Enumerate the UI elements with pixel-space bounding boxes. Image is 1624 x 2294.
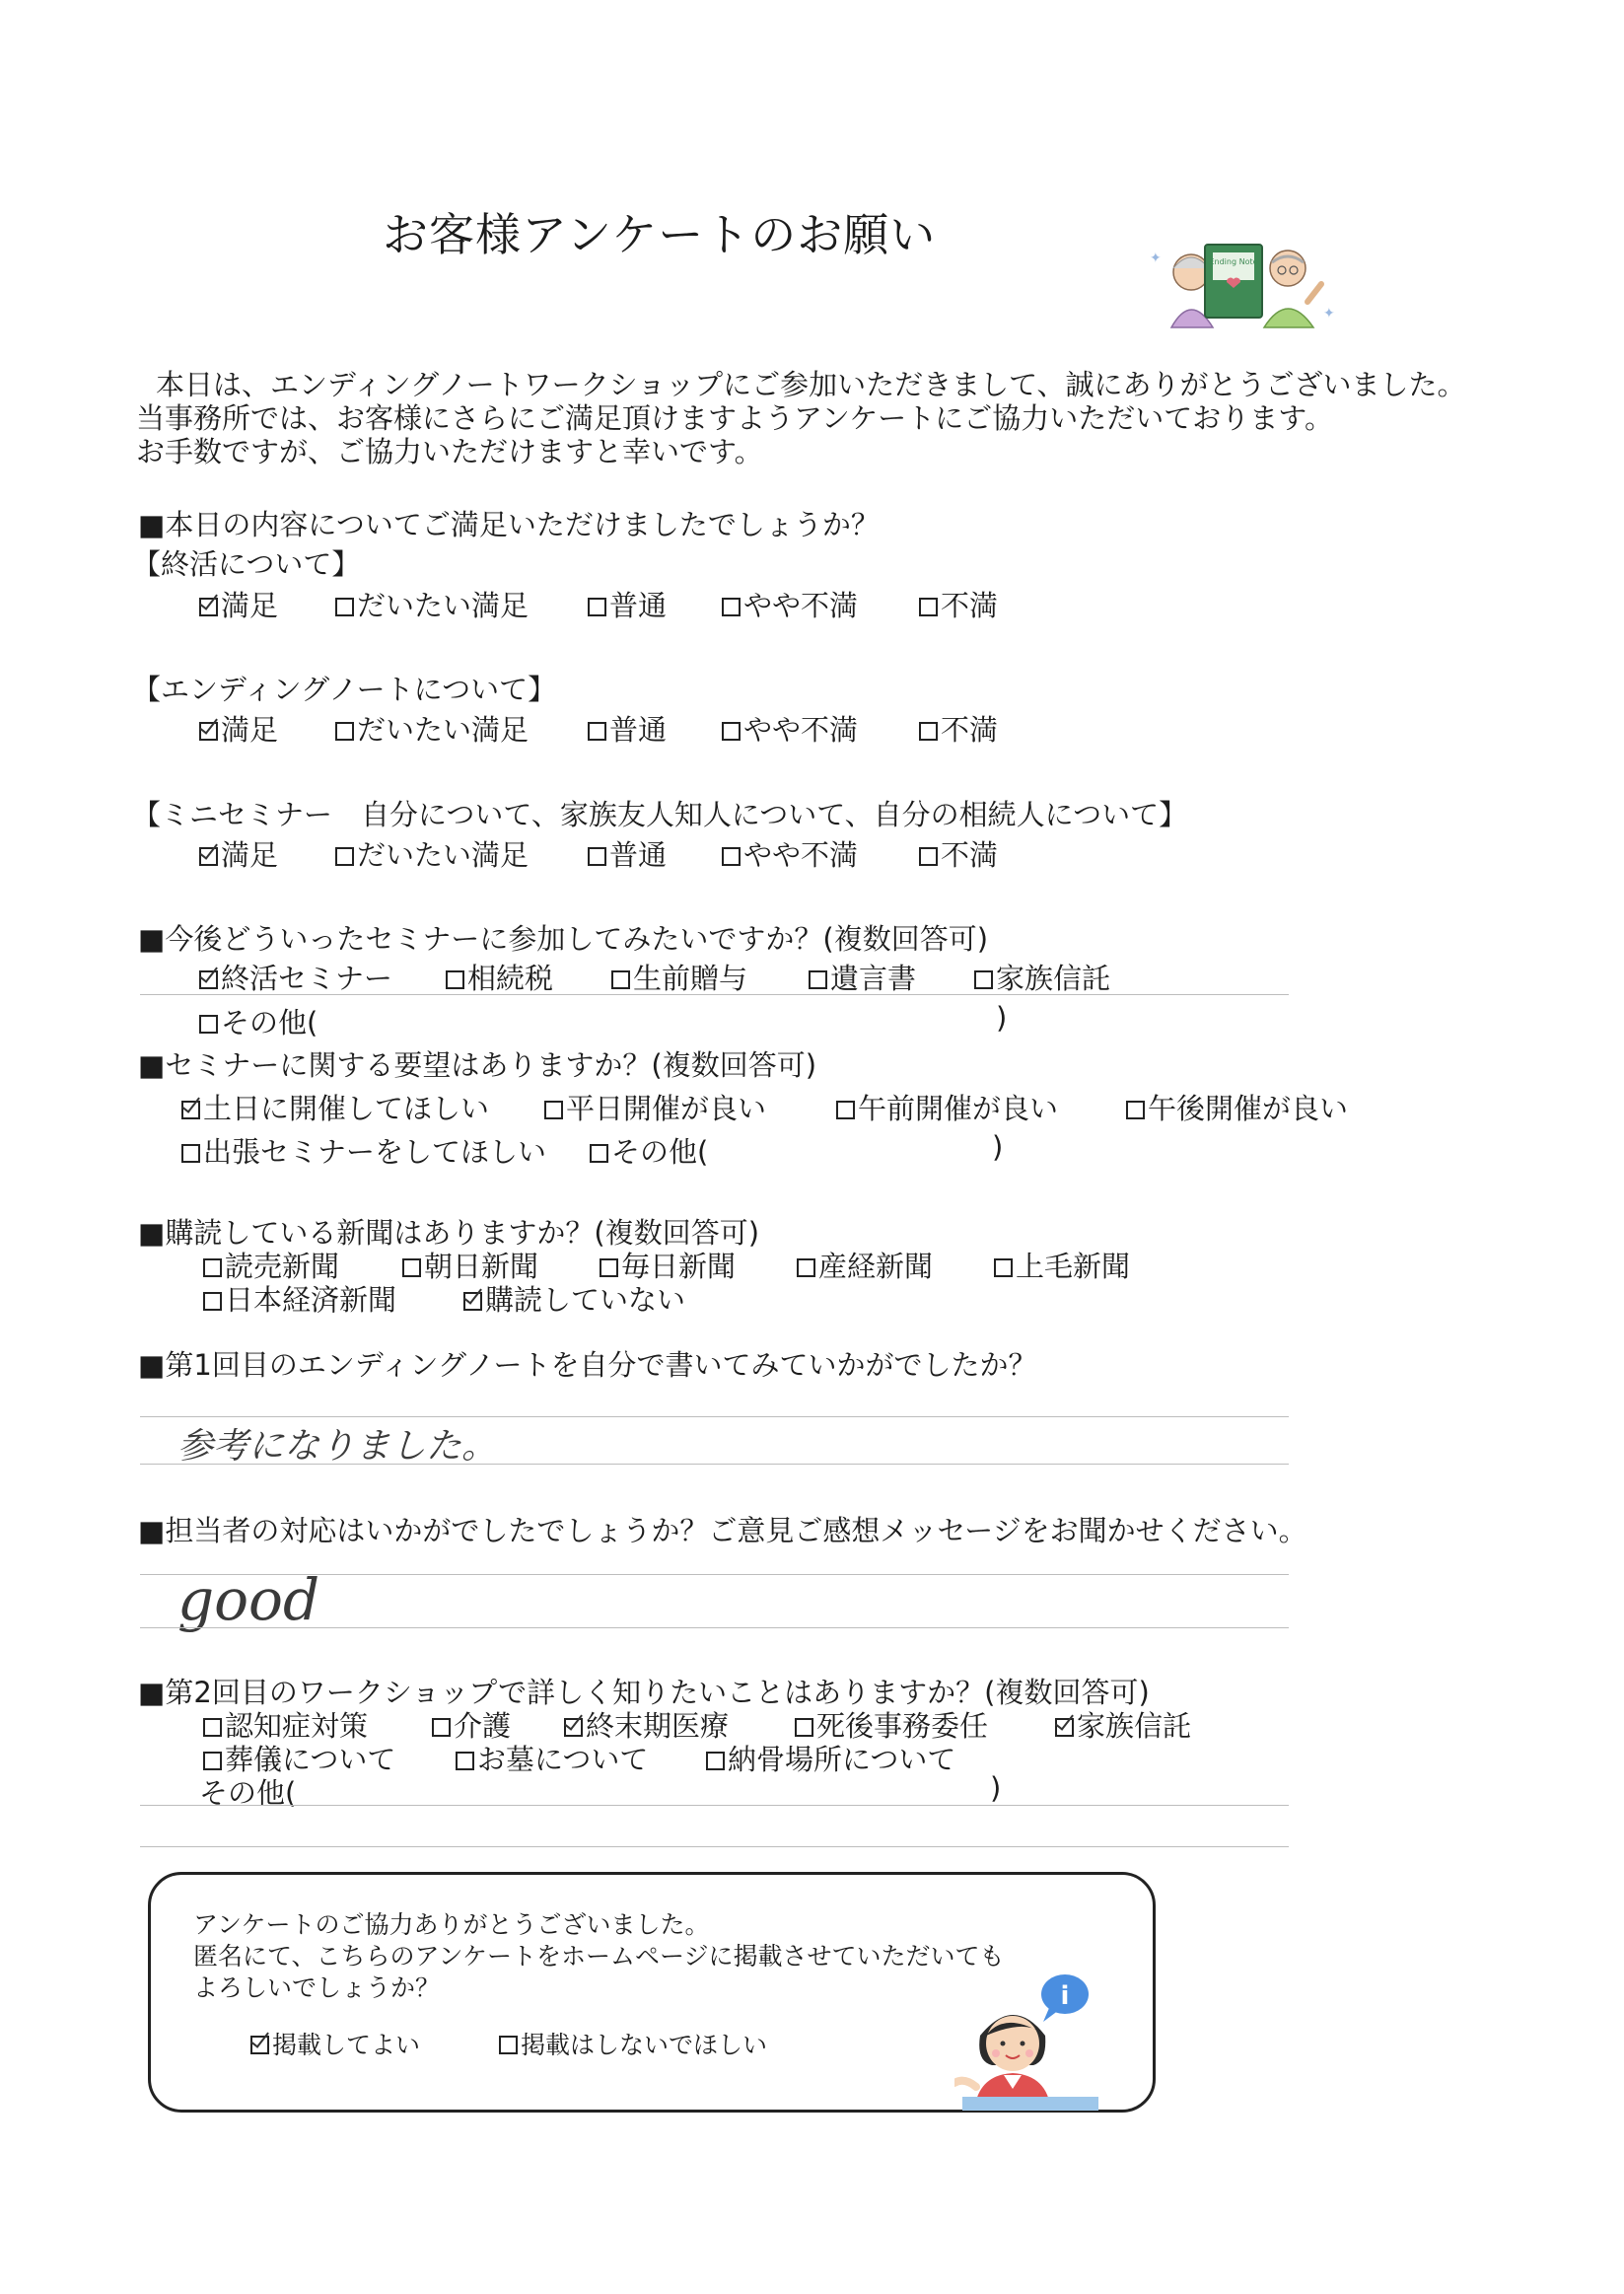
checkbox[interactable] bbox=[203, 1718, 222, 1737]
checkbox[interactable] bbox=[432, 1718, 451, 1737]
checkbox[interactable] bbox=[335, 722, 354, 741]
checkbox[interactable] bbox=[836, 1101, 855, 1119]
checkbox[interactable] bbox=[588, 847, 606, 866]
intro-line-2: 当事務所では、お客様にさらにご満足頂けますようアンケートにご協力いただいております。 bbox=[136, 401, 1333, 435]
checkbox-checked[interactable] bbox=[463, 1292, 482, 1311]
checkbox[interactable] bbox=[797, 1258, 815, 1277]
checkbox[interactable] bbox=[1126, 1101, 1145, 1119]
checkbox[interactable] bbox=[588, 722, 606, 741]
closing-line-2: 匿名にて、こちらのアンケートをホームページに掲載させていただいても bbox=[193, 1942, 1005, 1971]
answer-line bbox=[140, 1627, 1289, 1628]
checkbox[interactable] bbox=[974, 970, 993, 989]
intro-line-3: お手数ですが、ご協力いただけますと幸いです。 bbox=[136, 435, 763, 468]
q4-option-5[interactable]: 上毛新聞 bbox=[994, 1245, 1130, 1285]
svg-text:✦: ✦ bbox=[1323, 306, 1335, 322]
q4-option-2[interactable]: 朝日新聞 bbox=[402, 1245, 538, 1285]
answer-line bbox=[140, 1846, 1289, 1847]
q4-option-6[interactable]: 日本経済新聞 bbox=[203, 1278, 396, 1319]
intro-line-1: 本日は、エンディングノートワークショップにご参加いただきまして、誠にありがとうございました。 bbox=[156, 368, 1466, 401]
checkbox[interactable] bbox=[203, 1292, 222, 1311]
checkbox[interactable] bbox=[456, 1752, 474, 1770]
checkbox[interactable] bbox=[919, 598, 938, 616]
checkbox[interactable] bbox=[722, 598, 741, 616]
q2-other[interactable]: その他( bbox=[199, 1001, 318, 1041]
q1a-option-5[interactable]: 不満 bbox=[919, 584, 998, 624]
checkbox[interactable] bbox=[335, 847, 354, 866]
checkbox[interactable] bbox=[590, 1144, 608, 1163]
q1b-option-1[interactable]: 満足 bbox=[199, 708, 278, 749]
checkbox-checked[interactable] bbox=[199, 722, 218, 741]
checkbox[interactable] bbox=[722, 722, 741, 741]
q1-group-label-1: 【終活について】 bbox=[132, 547, 361, 581]
checkbox-checked[interactable] bbox=[199, 970, 218, 989]
checkbox-checked[interactable] bbox=[564, 1718, 583, 1737]
checkbox[interactable] bbox=[919, 722, 938, 741]
checkbox[interactable] bbox=[600, 1258, 618, 1277]
q7-option-8[interactable]: 納骨場所について bbox=[706, 1738, 955, 1778]
q7-option-6[interactable]: 葬儀について bbox=[203, 1738, 395, 1778]
q3-option-5[interactable]: 出張セミナーをしてほしい bbox=[181, 1130, 546, 1171]
q1b-option-2[interactable]: だいたい満足 bbox=[335, 708, 529, 749]
q5-handwritten-answer: 参考になりました。 bbox=[177, 1426, 498, 1467]
checkbox[interactable] bbox=[402, 1258, 421, 1277]
answer-line bbox=[140, 1805, 1289, 1806]
q1b-option-4[interactable]: やや不満 bbox=[722, 708, 858, 749]
checkbox-checked[interactable] bbox=[199, 847, 218, 866]
page-title: お客様アンケートのお願い bbox=[383, 208, 937, 261]
q3-other-close: ) bbox=[992, 1130, 1004, 1164]
q1a-option-1[interactable]: 満足 bbox=[199, 584, 278, 624]
checkbox-checked[interactable] bbox=[1055, 1718, 1074, 1737]
receptionist-illustration bbox=[954, 1967, 1098, 2111]
q3-option-3[interactable]: 午前開催が良い bbox=[836, 1087, 1058, 1127]
q4-question: ■購読している新聞はありますか？(複数回答可) bbox=[138, 1216, 760, 1250]
q1a-option-4[interactable]: やや不満 bbox=[722, 584, 858, 624]
checkbox[interactable] bbox=[181, 1144, 200, 1163]
q7-other-label: その他( bbox=[199, 1776, 297, 1810]
q2-other-close: ) bbox=[996, 1001, 1008, 1035]
q2-option-1[interactable]: 終活セミナー bbox=[199, 957, 392, 997]
q1c-option-5[interactable]: 不満 bbox=[919, 833, 998, 874]
elderly-couple-illustration bbox=[1144, 233, 1341, 331]
q5-question: ■第1回目のエンディングノートを自分で書いてみていかがでしたか？ bbox=[138, 1348, 1037, 1382]
q6-question: ■担当者の対応はいかがでしたでしょうか？ご意見ご感想メッセージをお聞かせください。 bbox=[138, 1514, 1307, 1547]
q1-question: ■本日の内容についてご満足いただけましたでしょうか？ bbox=[138, 508, 880, 541]
q4-option-7[interactable]: 購読していない bbox=[463, 1278, 685, 1319]
q1-group-label-3: 【ミニセミナー 自分について、家族友人知人について、自分の相続人について】 bbox=[132, 798, 1188, 831]
q6-handwritten-answer: good bbox=[177, 1566, 320, 1633]
q1c-option-3[interactable]: 普通 bbox=[588, 833, 667, 874]
q3-option-2[interactable]: 平日開催が良い bbox=[544, 1087, 766, 1127]
checkbox[interactable] bbox=[544, 1101, 563, 1119]
checkbox[interactable] bbox=[706, 1752, 725, 1770]
checkbox[interactable] bbox=[335, 598, 354, 616]
consent-option-allow[interactable]: 掲載してよい bbox=[250, 2026, 420, 2061]
checkbox[interactable] bbox=[199, 1015, 218, 1034]
q7-question: ■第2回目のワークショップで詳しく知りたいことはありますか？(複数回答可) bbox=[138, 1676, 1150, 1709]
closing-line-1: アンケートのご協力ありがとうございました。 bbox=[193, 1910, 710, 1939]
q7-option-2[interactable]: 介護 bbox=[432, 1704, 511, 1745]
q7-option-4[interactable]: 死後事務委任 bbox=[795, 1704, 988, 1745]
q7-option-1[interactable]: 認知症対策 bbox=[203, 1704, 368, 1745]
consent-option-decline[interactable]: 掲載はしないでほしい bbox=[499, 2026, 767, 2061]
q1c-option-2[interactable]: だいたい満足 bbox=[335, 833, 529, 874]
q2-option-4[interactable]: 遺言書 bbox=[809, 957, 916, 997]
q7-other-close: ) bbox=[990, 1771, 1002, 1805]
q1-group-label-2: 【エンディングノートについて】 bbox=[132, 673, 557, 706]
q7-option-3[interactable]: 終末期医療 bbox=[564, 1704, 729, 1745]
q2-question: ■今後どういったセミナーに参加してみたいですか？(複数回答可) bbox=[138, 922, 989, 956]
checkbox-checked[interactable] bbox=[199, 598, 218, 616]
checkbox[interactable] bbox=[994, 1258, 1013, 1277]
q3-option-4[interactable]: 午後開催が良い bbox=[1126, 1087, 1348, 1127]
q4-option-1[interactable]: 読売新聞 bbox=[203, 1245, 339, 1285]
q3-other[interactable]: その他( bbox=[590, 1130, 708, 1171]
q3-question: ■セミナーに関する要望はありますか？(複数回答可) bbox=[138, 1048, 817, 1082]
checkbox-checked[interactable] bbox=[181, 1101, 200, 1119]
q1a-option-2[interactable]: だいたい満足 bbox=[335, 584, 529, 624]
q2-option-5[interactable]: 家族信託 bbox=[974, 957, 1110, 997]
checkbox[interactable] bbox=[795, 1718, 813, 1737]
checkbox[interactable] bbox=[203, 1752, 222, 1770]
q2-option-3[interactable]: 生前贈与 bbox=[611, 957, 747, 997]
closing-line-3: よろしいでしょうか？ bbox=[193, 1973, 441, 2002]
q1c-option-4[interactable]: やや不満 bbox=[722, 833, 858, 874]
checkbox[interactable] bbox=[919, 847, 938, 866]
checkbox-checked[interactable] bbox=[250, 2036, 269, 2054]
q2-option-2[interactable]: 相続税 bbox=[446, 957, 553, 997]
checkbox[interactable] bbox=[203, 1258, 222, 1277]
q7-option-5[interactable]: 家族信託 bbox=[1055, 1704, 1191, 1745]
q1b-option-3[interactable]: 普通 bbox=[588, 708, 667, 749]
answer-line bbox=[140, 1416, 1289, 1417]
q1b-option-5[interactable]: 不満 bbox=[919, 708, 998, 749]
q4-option-4[interactable]: 産経新聞 bbox=[797, 1245, 933, 1285]
checkbox[interactable] bbox=[722, 847, 741, 866]
q3-option-1[interactable]: 土日に開催してほしい bbox=[181, 1087, 489, 1127]
q1a-option-3[interactable]: 普通 bbox=[588, 584, 667, 624]
q4-option-3[interactable]: 毎日新聞 bbox=[600, 1245, 736, 1285]
info-icon: i bbox=[1060, 1981, 1070, 2011]
checkbox[interactable] bbox=[499, 2036, 518, 2054]
checkbox[interactable] bbox=[611, 970, 630, 989]
checkbox[interactable] bbox=[446, 970, 464, 989]
answer-line bbox=[140, 1464, 1289, 1465]
checkbox[interactable] bbox=[809, 970, 827, 989]
svg-text:✦: ✦ bbox=[1150, 251, 1162, 266]
book-title-text: Ending Note bbox=[1209, 257, 1258, 266]
checkbox[interactable] bbox=[588, 598, 606, 616]
q7-option-7[interactable]: お墓について bbox=[456, 1738, 648, 1778]
divider bbox=[140, 994, 1289, 995]
q1c-option-1[interactable]: 満足 bbox=[199, 833, 278, 874]
